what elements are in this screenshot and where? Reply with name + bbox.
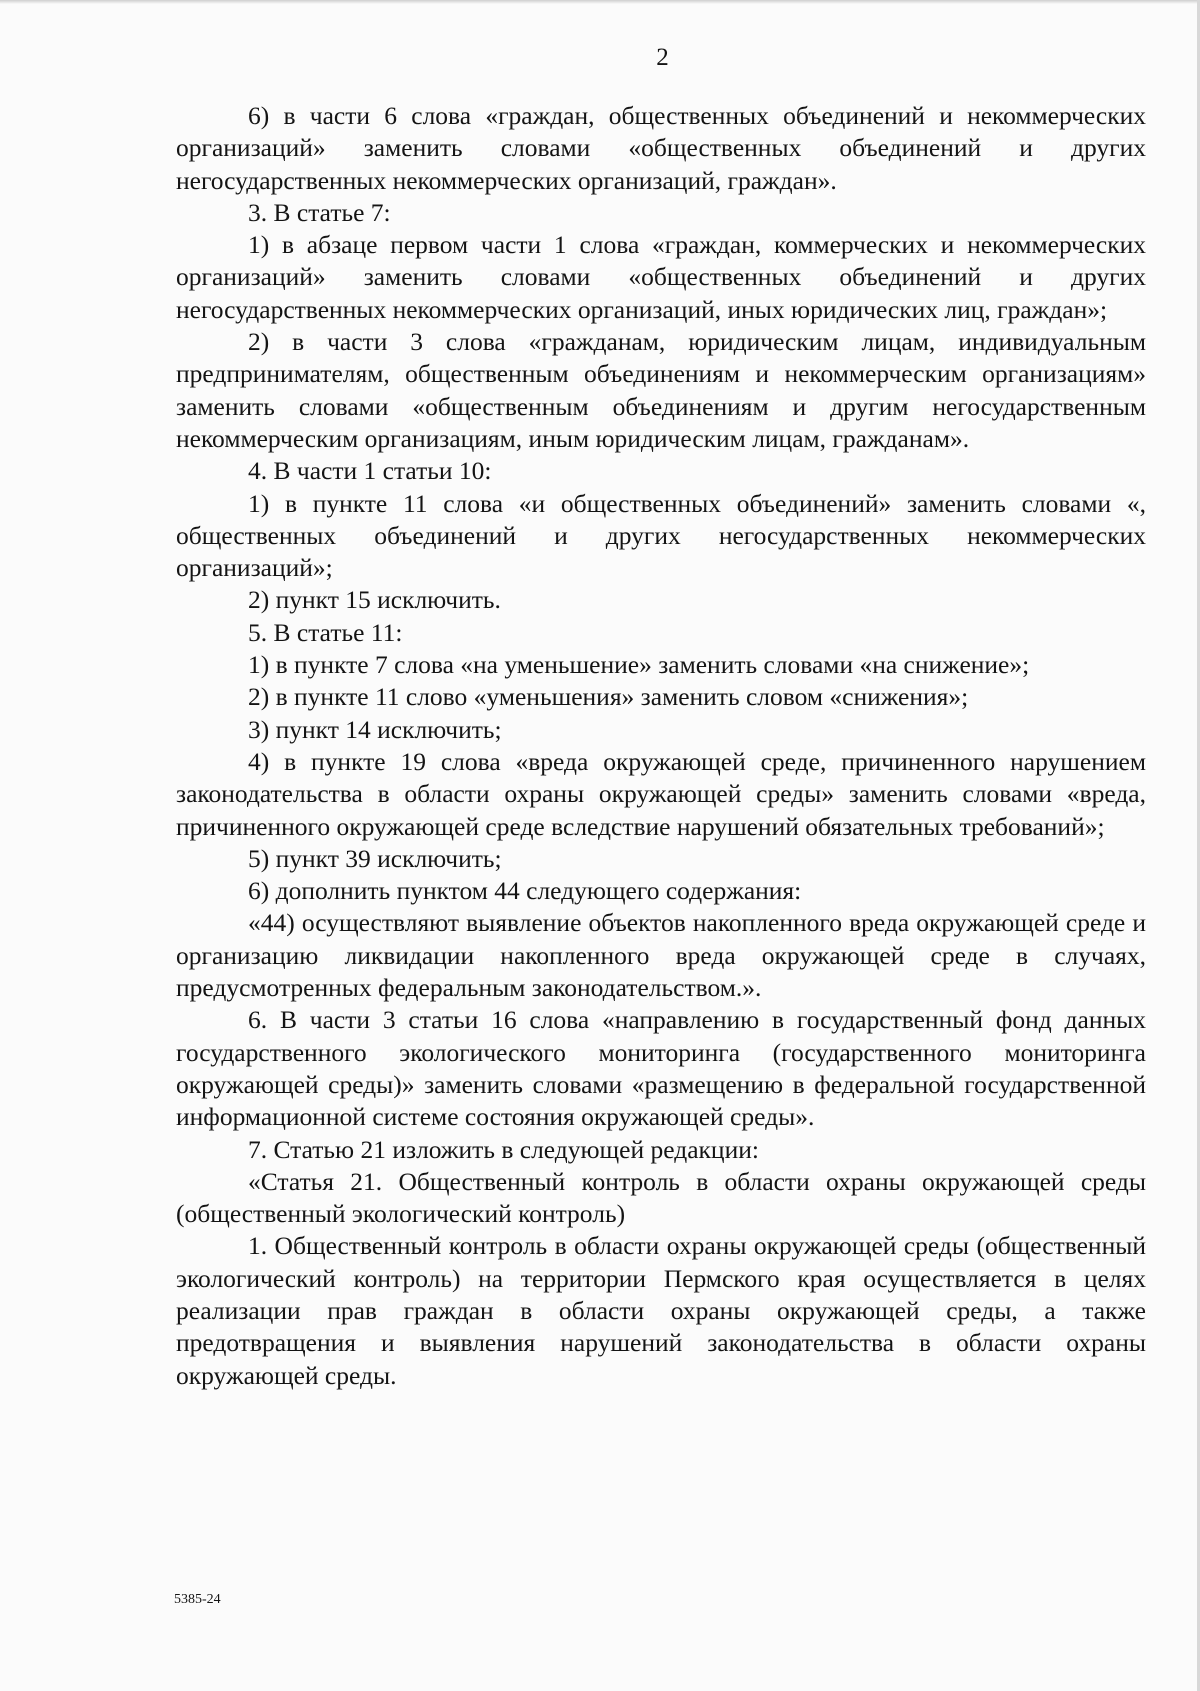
paragraph: 6) дополнить пунктом 44 следующего содержания:	[248, 876, 802, 906]
document-body	[176, 100, 1146, 1392]
paragraph: «44) осуществляют выявление объектов накопленного вреда окружающей среде и организацию ликвидации накопленного вреда окружающей среде в случаях, предусмотренных федеральным законодательством.».	[176, 908, 1146, 1003]
paragraph: 5. В статье 11:	[248, 617, 403, 647]
paragraph: 1) в пункте 11 слова «и общественных объединений» заменить словами «, общественных объединений и других негосударственных некоммерческих организаций»;	[176, 488, 1146, 583]
paragraph: 6) в части 6 слова «граждан, общественных объединений и некоммерческих организаций» заменить словами «общественных объединений и других негосударственных некоммерческих организаций, граждан».	[176, 101, 1146, 195]
paragraph: 1) в абзаце первом части 1 слова «граждан, коммерческих и некоммерческих организаций» заменить словами «общественных объединений и других негосударственных некоммерческих организаций, иных юридических лиц, граждан»;	[176, 230, 1146, 324]
paragraph: 4) в пункте 19 слова «вреда окружающей среде, причиненного нарушением законодательства в области охраны окружающей среды» заменить словами «вреда, причиненного окружающей среде вследствие нарушений обязательных требований»;	[176, 746, 1146, 841]
scan-edge-top	[0, 0, 1200, 4]
page-number: 2	[656, 44, 669, 71]
paragraph: 1) в пункте 7 слова «на уменьшение» заменить словами «на снижение»;	[248, 650, 1030, 680]
paragraph: 2) пункт 15 исключить.	[248, 585, 501, 615]
paragraph: 2) в части 3 слова «гражданам, юридическим лицам, индивидуальным предпринимателям, общественным объединениям и некоммерческим организациям» заменить словами «общественным объединениям и другим негосударственным некоммерческим организациям, иным юридическим лицам, гражданам».	[176, 327, 1146, 453]
paragraph: 6. В части 3 статьи 16 слова «направлению в государственный фонд данных государственного экологического мониторинга (государственного мониторинга окружающей среды)» заменить словами «размещению в федеральной государственной информационной системе состояния окружающей среды».	[176, 1005, 1146, 1132]
paragraph: 1. Общественный контроль в области охраны окружающей среды (общественный экологический контроль) на территории Пермского края осуществляется в целях реализации прав граждан в области охраны окружающей среды, а также предотвращения и выявления нарушений законодательства в области охраны окружающей среды.	[176, 1231, 1146, 1390]
paragraph: 4. В части 1 статьи 10:	[248, 456, 492, 486]
paragraph: «Статья 21. Общественный контроль в области охраны окружающей среды (общественный экологический контроль)	[176, 1166, 1146, 1229]
paragraph: 5) пункт 39 исключить;	[248, 843, 502, 873]
paragraph: 3) пункт 14 исключить;	[248, 714, 502, 744]
document-code: 5385-24	[174, 1592, 221, 1607]
paragraph: 3. В статье 7:	[248, 197, 391, 227]
paragraph: 2) в пункте 11 слово «уменьшения» заменить словом «снижения»;	[248, 682, 969, 712]
paragraph: 7. Статью 21 изложить в следующей редакции:	[248, 1134, 759, 1164]
